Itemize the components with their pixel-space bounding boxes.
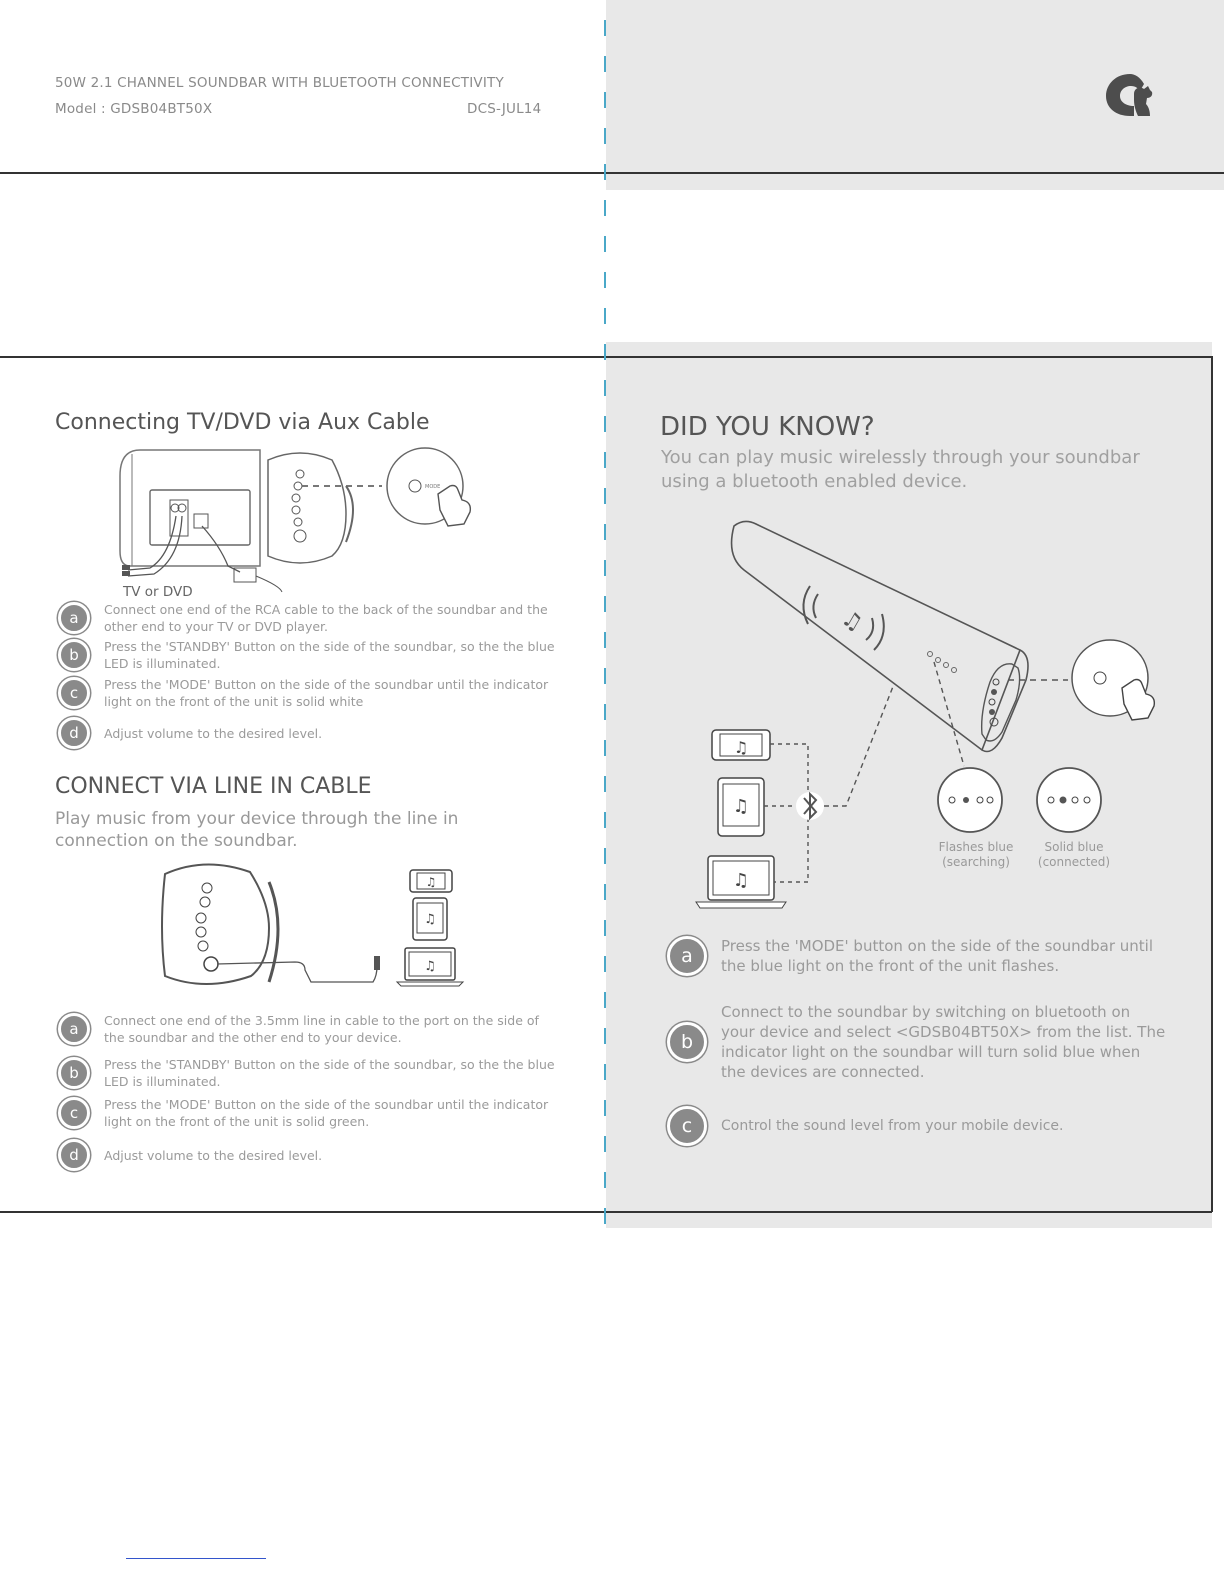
tv-dvd-label: TV or DVD bbox=[123, 584, 193, 600]
aux-step-c bbox=[58, 676, 558, 710]
step-text: Connect one end of the RCA cable to the back of the soundbar and the other end to your TV or DVD player. bbox=[104, 602, 548, 634]
step-text: Press the 'MODE' Button on the side of the soundbar until the indicator light on the front of the unit is solid white bbox=[104, 677, 549, 709]
step-text: Adjust volume to the desired level. bbox=[104, 1147, 323, 1163]
svg-text:MODE: MODE bbox=[425, 484, 441, 490]
did-you-know-subtitle: You can play music wirelessly through your soundbar using a bluetooth enabled device. bbox=[661, 447, 1140, 492]
product-title: 50W 2.1 CHANNEL SOUNDBAR WITH BLUETOOTH CONNECTIVITY bbox=[55, 75, 504, 91]
svg-text:♫: ♫ bbox=[733, 738, 749, 757]
step-badge: c bbox=[58, 1097, 90, 1129]
squirrel-logo-icon bbox=[1104, 72, 1156, 118]
aux-section-title: Connecting TV/DVD via Aux Cable bbox=[55, 410, 430, 435]
cut-line-dashed bbox=[604, 20, 606, 1230]
solid-line2: (connected) bbox=[1037, 855, 1111, 869]
linein-step-c bbox=[58, 1096, 558, 1130]
step-text: Connect to the soundbar by switching on bluetooth on your device and select <GDSB04BT50X> from the list. The indicator light on the soundbar will turn solid blue when the devices are connected. bbox=[721, 1003, 1166, 1081]
svg-text:♫: ♫ bbox=[425, 875, 437, 889]
step-text: Press the 'STANDBY' Button on the side of the soundbar, so the the blue LED is illuminated. bbox=[104, 1057, 555, 1089]
svg-text:♫: ♫ bbox=[424, 959, 436, 974]
linein-subtitle: Play music from your device through the line in connection on the soundbar. bbox=[55, 809, 459, 851]
bt-step-c bbox=[667, 1106, 1167, 1146]
step-badge: b bbox=[58, 1057, 90, 1089]
aux-step-d bbox=[58, 717, 558, 749]
svg-text:♫: ♫ bbox=[837, 605, 867, 638]
svg-text:♫: ♫ bbox=[424, 912, 436, 927]
step-badge: b bbox=[58, 639, 90, 671]
step-text: Adjust volume to the desired level. bbox=[104, 725, 323, 741]
linein-step-b bbox=[58, 1056, 558, 1090]
footer-link-line bbox=[126, 1558, 266, 1559]
linein-connection-illustration bbox=[155, 858, 465, 993]
step-text: Control the sound level from your mobile device. bbox=[721, 1118, 1064, 1134]
fold-line-top bbox=[0, 172, 1224, 174]
linein-step-d bbox=[58, 1139, 558, 1171]
step-badge: c bbox=[667, 1106, 707, 1146]
document-code: DCS-JUL14 bbox=[467, 101, 542, 117]
solid-line1: Solid blue bbox=[1044, 840, 1104, 854]
step-badge: a bbox=[667, 936, 707, 976]
step-text: Press the 'STANDBY' Button on the side of the soundbar, so the the blue LED is illuminated. bbox=[104, 639, 555, 671]
step-badge: b bbox=[667, 1022, 707, 1062]
linein-step-a bbox=[58, 1012, 558, 1046]
right-border bbox=[1211, 356, 1213, 1212]
aux-step-b bbox=[58, 638, 558, 672]
model-number: Model : GDSB04BT50X bbox=[55, 101, 213, 117]
step-text: Connect one end of the 3.5mm line in cable to the port on the side of the soundbar and the other end to your device. bbox=[104, 1013, 539, 1045]
linein-section-title: CONNECT VIA LINE IN CABLE bbox=[55, 774, 372, 799]
aux-step-a bbox=[58, 601, 558, 635]
aux-connection-illustration bbox=[110, 446, 490, 596]
bt-step-a bbox=[667, 936, 1167, 976]
flash-indicator-label bbox=[930, 840, 1022, 870]
svg-text:♫: ♫ bbox=[732, 796, 750, 817]
flash-line2: (searching) bbox=[942, 855, 1010, 869]
step-badge: d bbox=[58, 1139, 90, 1171]
step-text: Press the 'MODE' button on the side of the soundbar until the blue light on the front of the unit flashes. bbox=[721, 937, 1154, 975]
step-badge: a bbox=[58, 1013, 90, 1045]
step-text: Press the 'MODE' Button on the side of the soundbar until the indicator light on the front of the unit is solid green. bbox=[104, 1097, 549, 1129]
bt-step-b bbox=[667, 1002, 1167, 1082]
step-badge: a bbox=[58, 602, 90, 634]
step-badge: d bbox=[58, 717, 90, 749]
flash-line1: Flashes blue bbox=[938, 840, 1014, 854]
fold-line-bottom bbox=[0, 1211, 1212, 1213]
step-badge: c bbox=[58, 677, 90, 709]
did-you-know-title: DID YOU KNOW? bbox=[660, 412, 875, 442]
fold-line-mid bbox=[0, 356, 1212, 358]
svg-text:♫: ♫ bbox=[732, 870, 750, 891]
solid-indicator-label bbox=[1030, 840, 1118, 870]
